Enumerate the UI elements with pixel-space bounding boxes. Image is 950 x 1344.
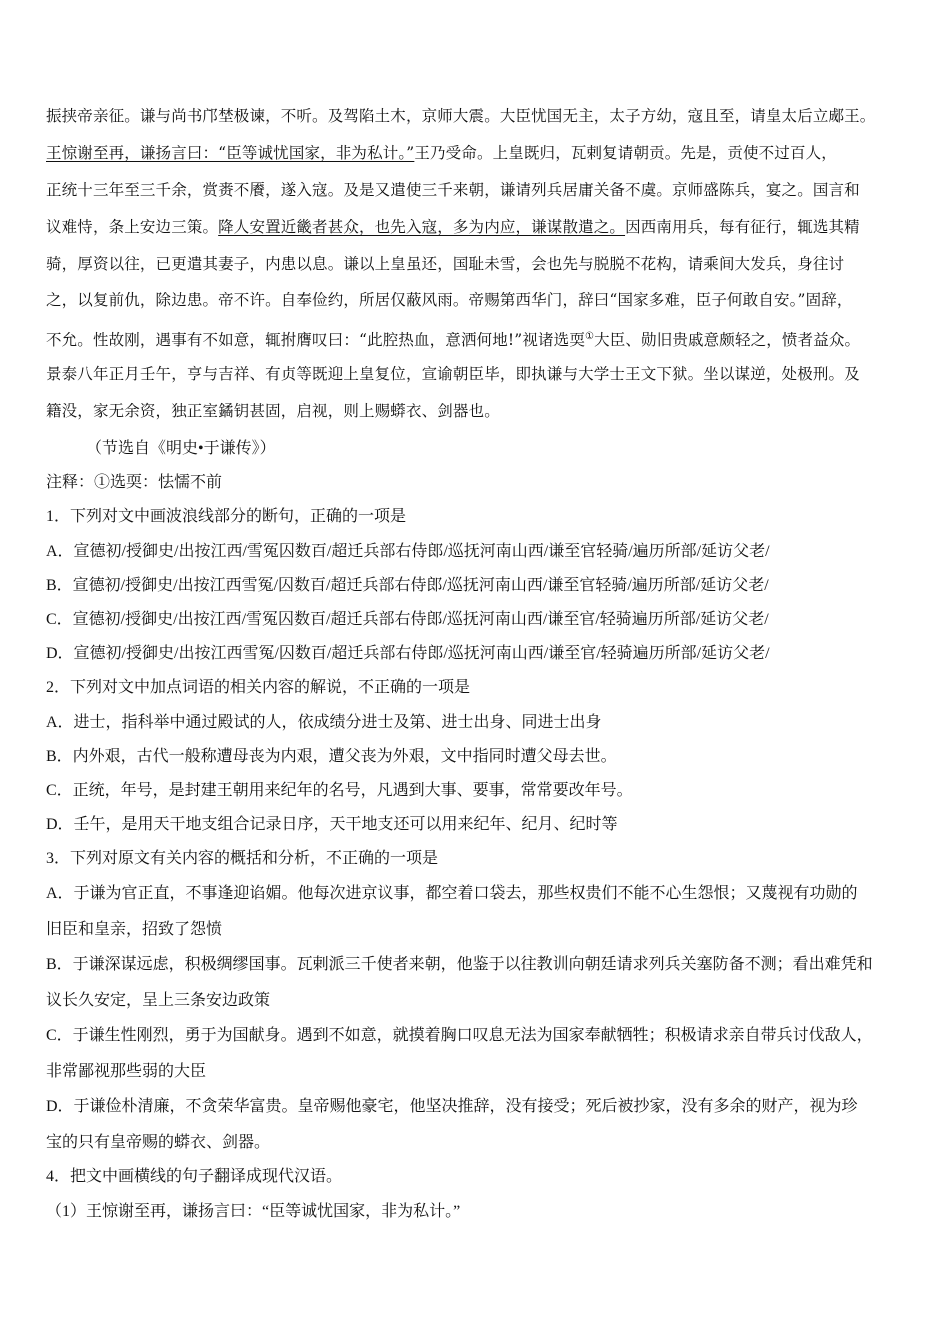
passage-line: 振挟帝亲征。谦与尚书邝埜极谏，不听。及驾陷土木，京师大震。大臣忧国无主，太子方幼，寇且至，请皇太后立郕王。 xyxy=(46,107,876,125)
question-3-option-b: B．于谦深谋远虑，积极绸缪国事。瓦剌派三千使者来朝，他鉴于以往教训向朝廷请求列兵关塞防备不测；看出难凭和 xyxy=(46,956,873,974)
footnote-marker: ① xyxy=(584,331,595,343)
questions-block xyxy=(46,432,908,1229)
question-3-stem: 3．下列对原文有关内容的概括和分析，不正确的一项是 xyxy=(46,850,439,868)
question-3-option-d: D．于谦俭朴清廉，不贪荣华富贵。皇帝赐他豪宅，他坚决推辞，没有接受；死后被抄家，没有多余的财产，视为珍 xyxy=(46,1098,858,1116)
question-4-sub-1: （1）王惊谢至再，谦扬言曰：“臣等诚忧国家，非为私计。” xyxy=(46,1202,461,1220)
question-3-option-c-cont: 非常鄙视那些弱的大臣 xyxy=(46,1062,207,1080)
question-1-option-a: A．宣德初/授御史/出按江西/雪冤囚数百/超迁兵部右侍郎/巡抚河南山西/谦至官轻骑/遍历所部/延访父老/ xyxy=(46,542,770,560)
footnote: 注释：①选耎：怯懦不前 xyxy=(46,474,223,492)
question-1-option-c: C．宣德初/授御史/出按江西/雪冤囚数百/超迁兵部右侍郎/巡抚河南山西/谦至官/轻骑遍历所部/延访父老/ xyxy=(46,610,769,628)
passage-text: 不允。性故刚，遇事有不如意，辄拊膺叹曰：“此腔热血，意洒何地!”视诸选耎 xyxy=(46,331,585,350)
question-2-option-c: C．正统，年号，是封建王朝用来纪年的名号，凡遇到大事、要事，常常要改年号。 xyxy=(46,781,633,799)
passage-line: 景泰八年正月壬午，亨与吉祥、有贞等既迎上皇复位，宣谕朝臣毕，即执谦与大学士王文下狱。坐以谋逆，处极刑。及 xyxy=(46,365,860,384)
passage-text: 因西南用兵，每有征行，辄选其精 xyxy=(625,217,860,236)
question-3-option-c: C．于谦生性刚烈，勇于为国献身。遇到不如意，就摸着胸口叹息无法为国家奉献牺牲；积极请求亲自带兵讨伐敌人， xyxy=(46,1027,873,1045)
underlined-sentence-2: 降人安置近畿者甚众，也先入寇，多为内应，谦谋散遣之。 xyxy=(218,217,626,236)
passage-text: 议难恃，条上安边三策。 xyxy=(46,217,219,236)
passage-line: 籍没，家无余资，独正室鐍钥甚固，启视，则上赐蟒衣、剑器也。 xyxy=(46,402,500,421)
passage-line: 之，以复前仇，除边患。帝不许。自奉俭约，所居仅蔽风雨。帝赐第西华门，辞曰“国家多难，臣子何敢自安。”固辞， xyxy=(46,291,853,310)
question-2-option-b: B．内外艰，古代一般称遭母丧为内艰，遭父丧为外艰，文中指同时遭父母去世。 xyxy=(46,747,617,765)
source-citation: （节选自《明史•于谦传》） xyxy=(86,440,276,457)
passage-text: 王乃受命。上皇既归，瓦剌复请朝贡。先是，贡使不过百人， xyxy=(414,143,837,162)
question-4-stem: 4．把文中画横线的句子翻译成现代汉语。 xyxy=(46,1168,343,1186)
question-1-stem: 1．下列对文中画波浪线部分的断句，正确的一项是 xyxy=(46,508,407,526)
underlined-sentence-1: 王惊谢至再，谦扬言曰：“臣等诚忧国家，非为私计。” xyxy=(46,143,415,162)
classical-passage xyxy=(46,98,908,430)
question-2-stem: 2．下列对文中加点词语的相关内容的解说，不正确的一项是 xyxy=(46,679,471,697)
passage-text: 大臣、勋旧贵戚意颇轻之，愤者益众。 xyxy=(594,331,861,350)
question-3-option-a: A．于谦为官正直，不事逢迎谄媚。他每次进京议事，都空着口袋去，那些权贵们不能不心生怨恨；又蔑视有功勋的 xyxy=(46,885,858,903)
question-1-option-d: D．宣德初/授御史/出按江西雪冤/囚数百/超迁兵部右侍郎/巡抚河南山西/谦至官/轻骑遍历所部/延访父老/ xyxy=(46,645,770,663)
question-2-option-a: A．进士，指科举中通过殿试的人，依成绩分进士及第、进士出身、同进士出身 xyxy=(46,713,602,731)
passage-line xyxy=(46,319,908,356)
question-3-option-a-cont: 旧臣和皇亲，招致了怨愤 xyxy=(46,920,223,938)
question-3-option-b-cont: 议长久安定，呈上三条安边政策 xyxy=(46,991,271,1009)
passage-line: 骑，厚资以往，已更遣其妻子，内患以息。谦以上皇虽还，国耻未雪，会也先与脱脱不花构，请乘间大发兵，身往讨 xyxy=(46,254,845,273)
question-3-option-d-cont: 宝的只有皇帝赐的蟒衣、剑器。 xyxy=(46,1133,271,1151)
question-2-option-d: D．壬午，是用天干地支组合记录日序，天干地支还可以用来纪年、纪月、纪时等 xyxy=(46,816,618,834)
passage-line xyxy=(46,209,908,246)
passage-line xyxy=(46,135,908,172)
question-1-option-b: B．宣德初/授御史/出按江西雪冤/囚数百/超迁兵部右侍郎/巡抚河南山西/谦至官轻骑/遍历所部/延访父老/ xyxy=(46,576,769,594)
passage-line: 正统十三年至三千余，赏赉不餍，遂入寇。及是又遣使三千来朝，谦请列兵居庸关备不虞。京师盛陈兵，宴之。国言和 xyxy=(46,180,860,199)
